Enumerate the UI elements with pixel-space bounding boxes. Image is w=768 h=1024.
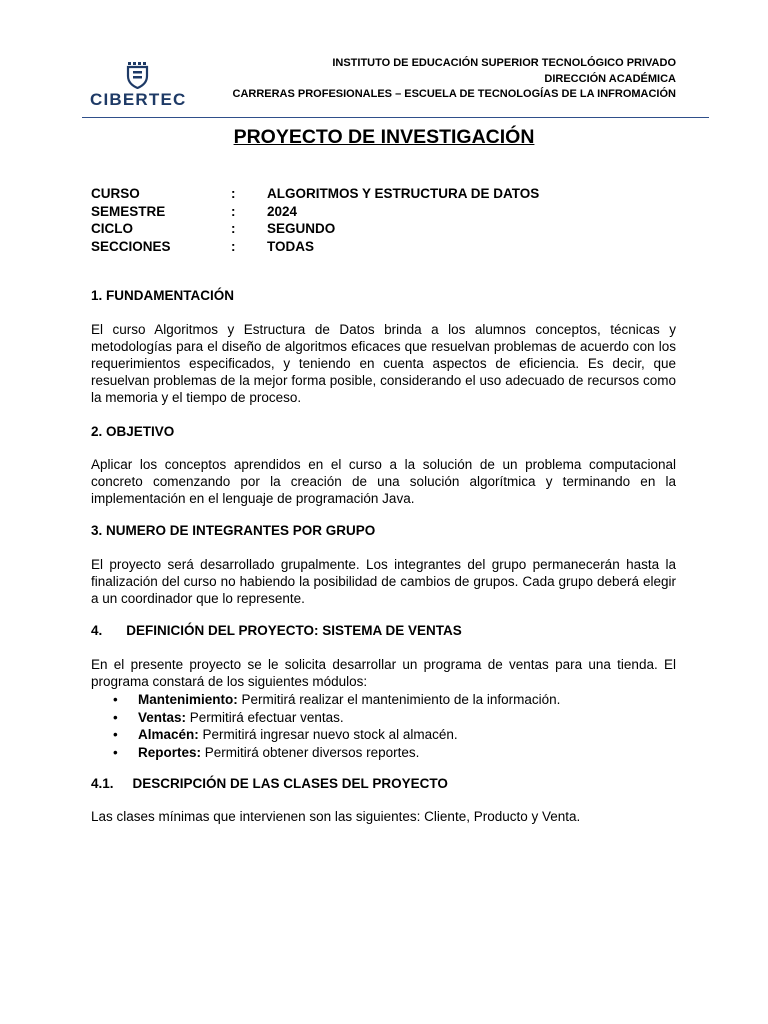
list-item (91, 692, 651, 710)
info-colon: : (231, 186, 236, 201)
header-divider (82, 117, 709, 118)
module-name: Mantenimiento: (138, 692, 238, 707)
section-4-1-paragraph: Las clases mínimas que intervienen son las siguientes: Cliente, Producto y Venta. (91, 809, 581, 824)
info-colon: : (231, 238, 236, 254)
cibertec-logo (90, 62, 190, 108)
document-title: PROYECTO DE INVESTIGACIÓN (233, 126, 535, 148)
info-colon: : (231, 203, 236, 219)
list-item (91, 727, 651, 745)
castle-icon (126, 62, 152, 89)
module-description: Permitirá ingresar nuevo stock al almacén. (198, 727, 458, 743)
module-description: Permitirá realizar el mantenimiento de la información. (237, 692, 561, 707)
info-row-semestre (91, 204, 591, 222)
section-4-number: 4. (91, 623, 103, 638)
info-key: SEMESTRE (91, 203, 166, 219)
section-1-paragraph: El curso Algoritmos y Estructura de Datos brinda a los alumnos conceptos, técnicas y metodologías para el diseño de algoritmos eficaces que resuelvan problemas de acuerdo con los requerimientos especificados, y teniendo en cuenta aspectos de eficiencia. Es decir, que resuelvan problemas de la mejor forma posible, considerando el uso adecuado de recursos como la memoria y el tiempo de proceso. (91, 322, 676, 405)
section-2-heading: 2. OBJETIVO (91, 424, 175, 439)
section-1-heading: 1. FUNDAMENTACIÓN (91, 288, 234, 303)
info-row-curso (91, 186, 591, 204)
info-value: TODAS (267, 238, 315, 254)
info-value: SEGUNDO (267, 221, 336, 236)
info-key: CURSO (91, 186, 140, 201)
section-3-paragraph: El proyecto será desarrollado grupalmente. Los integrantes del grupo permanecerán hasta la finalización del curso no habiendo la posibilidad de cambios de grupos. Cada grupo deberá elegir a un coordinador que lo represente. (91, 557, 676, 606)
section-4-1-title: DESCRIPCIÓN DE LAS CLASES DEL PROYECTO (132, 776, 448, 791)
module-name: Almacén: (138, 727, 199, 743)
section-4-title: DEFINICIÓN DEL PROYECTO: SISTEMA DE VENTAS (126, 623, 462, 638)
info-value: 2024 (267, 203, 298, 219)
course-info-table (91, 186, 591, 256)
info-key: CICLO (91, 221, 133, 236)
bullet-icon: • (113, 692, 118, 707)
info-row-secciones (91, 239, 591, 257)
list-item (91, 745, 651, 763)
section-3-heading: 3. NUMERO DE INTEGRANTES POR GRUPO (91, 523, 376, 538)
bullet-icon: • (113, 727, 118, 743)
info-colon: : (231, 221, 236, 236)
institution-header (233, 56, 677, 103)
bullet-icon: • (113, 745, 118, 761)
logo-text: CIBERTEC (90, 90, 187, 109)
section-4-heading (91, 623, 462, 638)
module-name: Ventas: (138, 709, 187, 725)
info-key: SECCIONES (91, 238, 171, 254)
module-description: Permitirá obtener diversos reportes. (201, 745, 420, 761)
info-value: ALGORITMOS Y ESTRUCTURA DE DATOS (267, 186, 540, 201)
info-row-ciclo (91, 221, 591, 239)
school-name: CARRERAS PROFESIONALES – ESCUELA DE TECNOLOGÍAS DE LA INFROMACIÓN (232, 88, 676, 100)
section-2-paragraph: Aplicar los conceptos aprendidos en el curso a la solución de un problema computacional concreto comenzando por la creación de una solución algorítmica y terminando en la implementación en el lenguaje de programación Java. (91, 457, 676, 506)
section-4-paragraph: En el presente proyecto se le solicita desarrollar un programa de ventas para una tienda. El programa constará de los siguientes módulos: (91, 657, 676, 689)
institution-name: INSTITUTO DE EDUCACIÓN SUPERIOR TECNOLÓGICO PRIVADO (332, 57, 676, 69)
module-description: Permitirá efectuar ventas. (186, 709, 344, 725)
list-item (91, 710, 651, 728)
module-name: Reportes: (138, 745, 202, 761)
modules-list (91, 692, 651, 763)
section-4-1-number: 4.1. (91, 776, 114, 791)
bullet-icon: • (113, 709, 118, 725)
section-4-1-heading (91, 776, 448, 791)
department-name: DIRECCIÓN ACADÉMICA (544, 72, 676, 85)
